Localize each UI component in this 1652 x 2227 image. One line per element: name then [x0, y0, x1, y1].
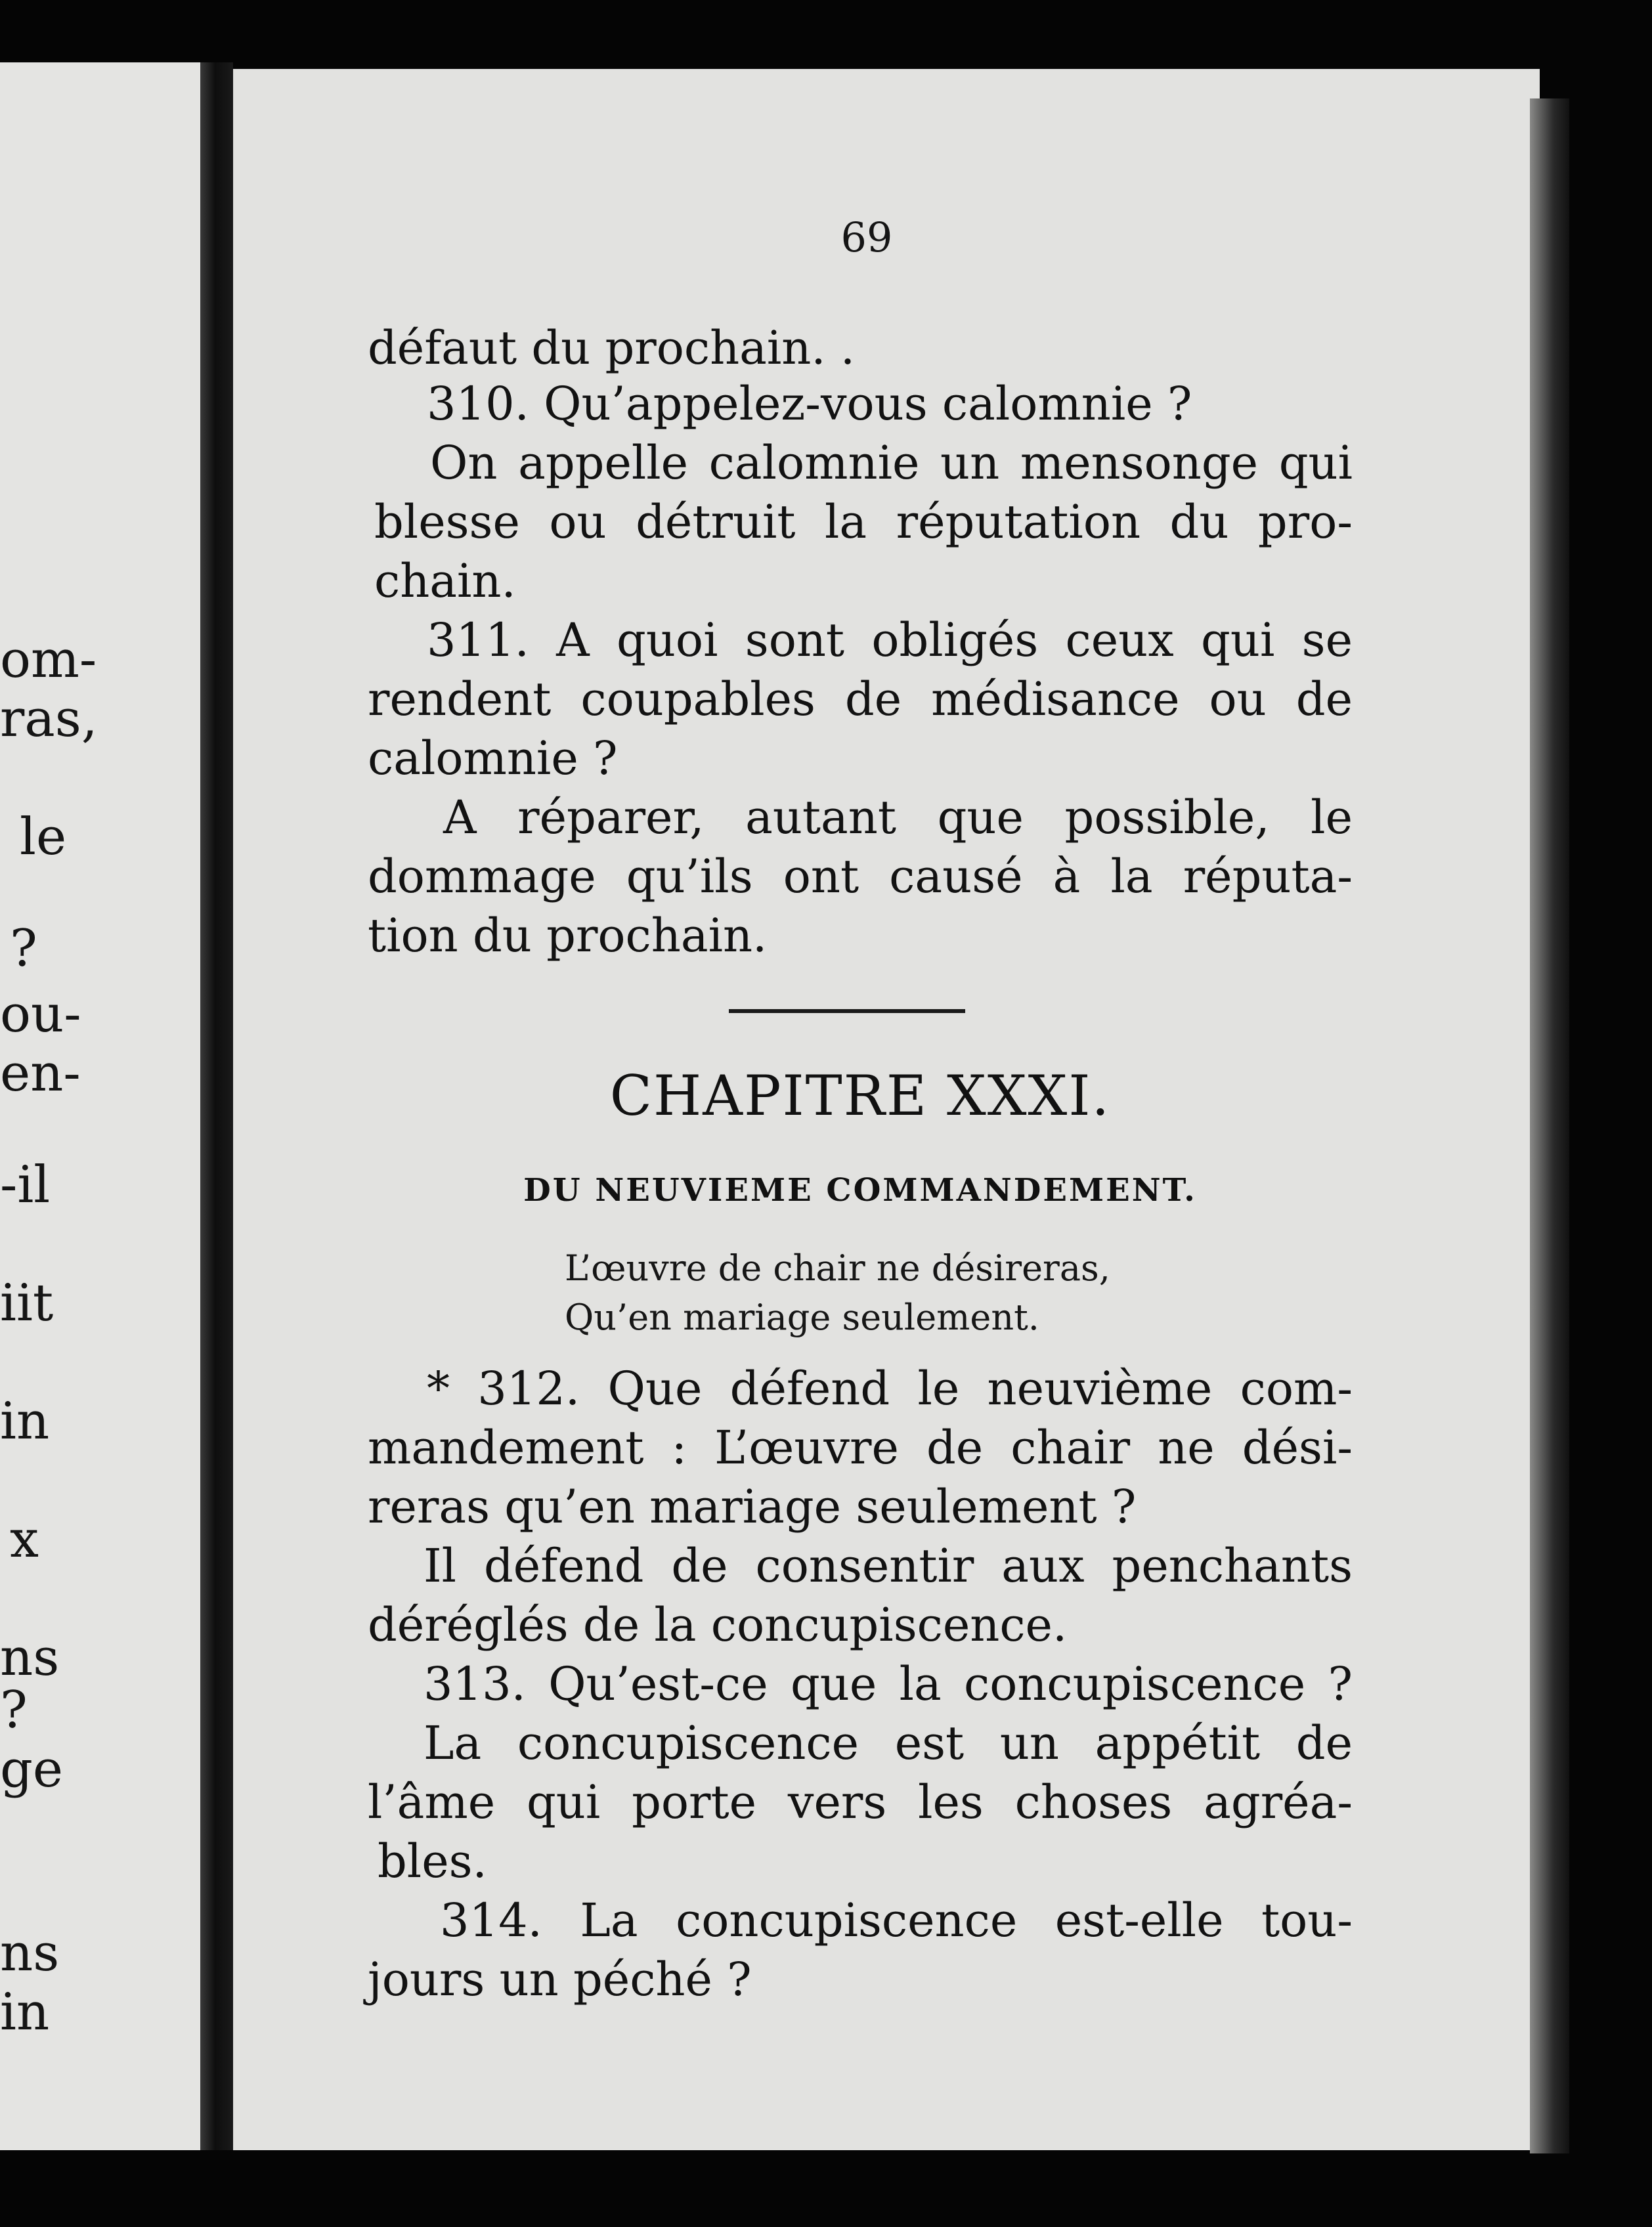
text-line: La concupiscence est un appétit de [424, 1716, 1353, 1770]
previous-page-text-fragment: le [20, 808, 67, 867]
book-gutter [200, 62, 233, 2150]
text-line: Il défend de consentir aux penchants [424, 1539, 1353, 1593]
text-line: bles. [378, 1834, 487, 1888]
section-divider [729, 1009, 965, 1013]
text-line: jours un péché ? [368, 1953, 752, 2006]
text-line: 311. A quoi sont obligés ceux qui se [427, 613, 1353, 667]
previous-page-text-fragment: ou- [0, 985, 81, 1044]
page-edge [1530, 98, 1569, 2153]
previous-page-text-fragment: in [0, 1392, 50, 1451]
text-line: rendent coupables de médisance ou de [368, 672, 1353, 726]
chapter-title: CHAPITRE XXXI. [609, 1064, 1111, 1128]
previous-page-text-fragment: en- [0, 1044, 81, 1103]
previous-page-text-fragment: iit [0, 1274, 54, 1333]
text-line: déréglés de la concupiscence. [368, 1598, 1068, 1652]
text-line: 314. La concupiscence est-elle tou- [440, 1893, 1353, 1947]
text-line: reras qu’en mariage seulement ? [368, 1480, 1137, 1534]
previous-page-text-fragment: ns [0, 1628, 60, 1687]
previous-page-text-fragment: ? [10, 919, 37, 978]
previous-page-text-fragment: ge [0, 1740, 64, 1799]
text-line: 313. Qu’est-ce que la concupiscence ? [424, 1657, 1353, 1711]
text-line: blesse ou détruit la réputation du pro- [374, 495, 1353, 549]
previous-page-text-fragment: om- [0, 630, 97, 689]
verse-line-1: L’œuvre de chair ne désireras, [565, 1247, 1110, 1289]
text-line: dommage qu’ils ont causé à la réputa- [368, 850, 1353, 903]
text-line: A réparer, autant que possible, le [443, 790, 1353, 844]
previous-page-text-fragment: in [0, 1983, 50, 2042]
previous-page-text-fragment: ras, [0, 689, 98, 748]
text-line: mandement : L’œuvre de chair ne dési- [368, 1421, 1353, 1475]
text-line: défaut du prochain. . [368, 321, 856, 375]
text-line: 310. Qu’appelez-vous calomnie ? [427, 377, 1192, 431]
previous-page-text-fragment: ? [0, 1681, 28, 1740]
text-line: chain. [374, 554, 516, 608]
text-line: calomnie ? [368, 731, 618, 785]
text-line: l’âme qui porte vers les choses agréa- [368, 1775, 1353, 1829]
text-line: tion du prochain. [368, 909, 768, 962]
previous-page-text-fragment: -il [0, 1156, 51, 1215]
page-number: 69 [840, 213, 893, 261]
previous-page-text-fragment: ns [0, 1924, 60, 1983]
previous-page-text-fragment: x [10, 1510, 39, 1569]
chapter-subtitle: DU NEUVIEME COMMANDEMENT. [523, 1172, 1197, 1209]
previous-page-fragment [0, 62, 200, 2150]
text-line: On appelle calomnie un mensonge qui [430, 436, 1353, 490]
verse-line-2: Qu’en mariage seulement. [565, 1297, 1039, 1338]
text-line: * 312. Que défend le neuvième com- [427, 1362, 1353, 1416]
